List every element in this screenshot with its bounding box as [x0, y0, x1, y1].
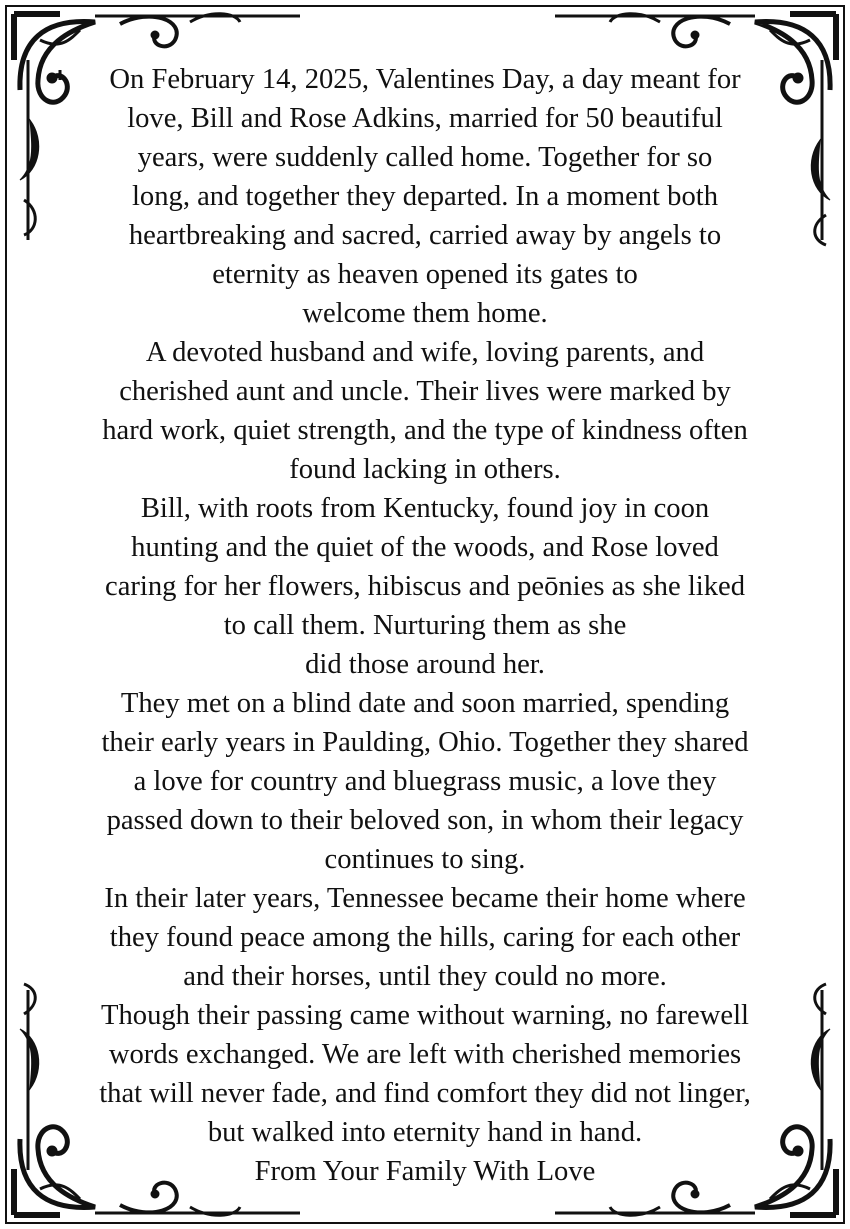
- obituary-text: [40, 60, 810, 1191]
- text-line: heartbreaking and sacred, carried away by angels to: [128, 220, 722, 251]
- text-line: love, Bill and Rose Adkins, married for 50 beautiful: [127, 103, 723, 134]
- text-line: their early years in Paulding, Ohio. Together they shared: [101, 727, 749, 758]
- text-line: years, were suddenly called home. Together for so: [137, 142, 713, 173]
- text-line: long, and together they departed. In a moment both: [131, 181, 718, 212]
- text-line: words exchanged. We are left with cherished memories: [108, 1039, 742, 1070]
- text-line: A devoted husband and wife, loving parents, and: [145, 337, 705, 368]
- text-line: hard work, quiet strength, and the type of kindness often: [102, 415, 748, 446]
- text-line: Bill, with roots from Kentucky, found joy in coon: [140, 493, 710, 524]
- text-line: On February 14, 2025, Valentines Day, a day meant for: [109, 64, 741, 95]
- text-line: they found peace among the hills, caring for each other: [109, 922, 741, 953]
- text-line: hunting and the quiet of the woods, and Rose loved: [131, 532, 719, 563]
- text-line: that will never fade, and find comfort they did not linger,: [99, 1078, 751, 1109]
- text-line: They met on a blind date and soon married, spending: [120, 688, 730, 719]
- text-line: eternity as heaven opened its gates to: [212, 259, 638, 290]
- text-line: a love for country and bluegrass music, a love they: [133, 766, 717, 797]
- text-line: and their horses, until they could no more.: [183, 961, 667, 992]
- text-line: cherished aunt and uncle. Their lives were marked by: [119, 376, 731, 407]
- text-line: but walked into eternity hand in hand.: [207, 1117, 643, 1148]
- text-line: passed down to their beloved son, in whom their legacy: [106, 805, 744, 836]
- text-line: to call them. Nurturing them as she: [223, 610, 627, 641]
- signature-line: From Your Family With Love: [254, 1156, 596, 1187]
- text-line: welcome them home.: [302, 298, 548, 329]
- text-line: found lacking in others.: [289, 454, 561, 485]
- text-line: caring for her flowers, hibiscus and peōnies as she liked: [105, 571, 745, 602]
- text-line: continues to sing.: [324, 844, 526, 875]
- text-line: Though their passing came without warning, no farewell: [101, 1000, 749, 1031]
- text-line: In their later years, Tennessee became their home where: [104, 883, 746, 914]
- text-line: did those around her.: [305, 649, 545, 680]
